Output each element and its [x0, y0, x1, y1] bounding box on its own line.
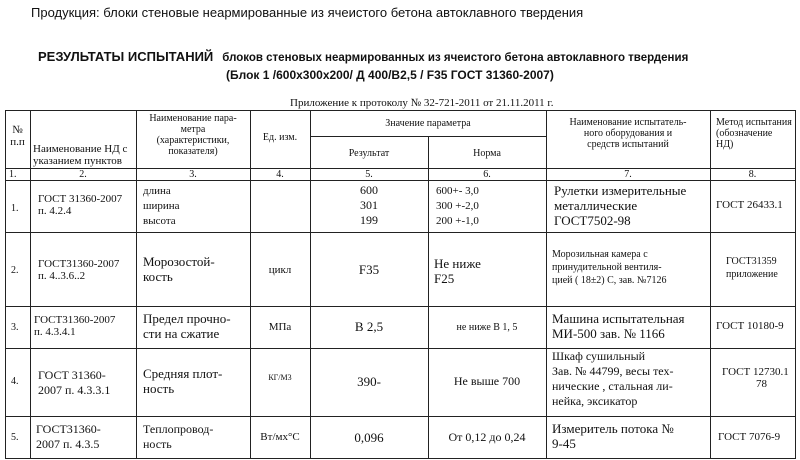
header-num-line2: п.п	[10, 136, 25, 148]
header-result: Результат	[348, 148, 390, 159]
report-title-line2: (Блок 1 /600х300х200/ Д 400/В2,5 / F35 ГОСТ 31360-2007)	[226, 68, 554, 82]
row3-equipment-line1: Машина испытательная	[552, 311, 685, 326]
row5-unit: Вт/мх°С	[260, 431, 300, 443]
row3-method: ГОСТ 10180-9	[716, 320, 784, 332]
row5-nd-line1: ГОСТ31360-	[36, 422, 101, 436]
row2-param	[143, 254, 215, 284]
row1-params	[143, 184, 180, 229]
header-param-line2: метра	[180, 124, 206, 135]
row1-norm-height: 200 +-1,0	[436, 215, 479, 227]
row2-param-line2: кость	[143, 269, 173, 284]
row3-nd	[34, 314, 115, 338]
row2-param-line1: Морозостой-	[143, 254, 215, 269]
header-param-line1: Наименование пара-	[149, 113, 237, 124]
col-number-4: 4.	[276, 169, 284, 180]
row3-equipment	[552, 311, 685, 341]
row1-equipment-line2: металлические	[554, 198, 638, 213]
row3-norm: не ниже В 1, 5	[456, 322, 518, 333]
row5-equipment-line2: 9-45	[552, 436, 576, 451]
header-equipment-line1: Наименование испытатель-	[569, 117, 687, 128]
row4-nd-line1: ГОСТ 31360-	[38, 368, 106, 382]
row2-norm	[434, 256, 481, 286]
col-number-6: 6.	[483, 169, 491, 180]
header-equipment	[546, 117, 710, 150]
row1-norm-length: 600+- 3,0	[436, 185, 479, 197]
row2-result: F35	[358, 262, 380, 277]
row4-nd	[38, 368, 110, 398]
product-line: Продукция: блоки стеновые неармированные из ячеистого бетона автоклавного твердения	[31, 5, 584, 20]
row5-method: ГОСТ 7076-9	[718, 431, 781, 443]
header-nd	[33, 143, 127, 167]
row4-equipment-line3: нические , стальная ли-	[552, 379, 673, 393]
header-method-line2: (обозначение	[716, 128, 773, 139]
row1-param-length: длина	[143, 185, 171, 197]
row1-results	[310, 183, 428, 228]
row4-norm: Не выше 700	[453, 374, 521, 388]
row1-num: 1.	[11, 203, 19, 214]
report-title-line1	[38, 50, 688, 65]
header-equipment-line2: ного оборудования и	[583, 128, 673, 139]
row5-result: 0,096	[354, 430, 384, 445]
col-number-7: 7.	[624, 169, 632, 180]
row1-equipment-line3: ГОСТ7502-98	[554, 213, 631, 228]
row4-equipment-line2: Зав. № 44799, весы тех-	[552, 364, 674, 378]
row4-param-line1: Средняя плот-	[143, 366, 223, 381]
row5-nd-line2: 2007 п. 4.3.5	[36, 437, 100, 451]
report-title-main: РЕЗУЛЬТАТЫ ИСПЫТАНИЙ	[38, 49, 214, 64]
row2-unit: цикл	[268, 264, 292, 276]
row3-result: В 2,5	[354, 319, 384, 334]
row4-method	[722, 366, 789, 390]
row1-equipment-line1: Рулетки измерительные	[554, 183, 687, 198]
row2-equipment-line2: принудительной вентиля-	[552, 262, 662, 273]
row4-result: 390-	[357, 374, 381, 389]
row1-param-width: ширина	[143, 200, 180, 212]
header-param-line3: (характеристики,	[156, 135, 230, 146]
row1-method: ГОСТ 26433.1	[716, 199, 783, 211]
row2-nd	[38, 258, 119, 282]
col-number-2: 2.	[79, 169, 87, 180]
row2-nd-line1: ГОСТ31360-2007	[38, 258, 120, 270]
row5-param	[143, 422, 213, 452]
row5-equipment-line1: Измеритель потока №	[552, 421, 674, 436]
header-param	[136, 113, 250, 157]
row3-num: 3.	[11, 322, 19, 333]
row1-nd-line1: ГОСТ 31360-2007	[38, 193, 123, 205]
header-value: Значение параметра	[385, 118, 471, 129]
row2-num: 2.	[11, 265, 19, 276]
row4-equipment-line4: нейка, эксикатор	[552, 394, 638, 408]
row4-param-line2: ность	[143, 381, 175, 396]
header-param-line4: показателя)	[168, 146, 218, 157]
row5-param-line2: ность	[143, 437, 172, 451]
row4-nd-line2: 2007 п. 4.3.3.1	[38, 383, 111, 397]
row4-unit: КГ/М3	[268, 373, 292, 382]
row5-param-line1: Теплопровод-	[143, 422, 214, 436]
row3-unit: МПа	[268, 321, 292, 333]
row1-result-length: 600	[360, 183, 378, 197]
header-nd-line2: указанием пунктов	[33, 155, 122, 167]
row2-equipment-line1: Морозильная камера с	[552, 249, 648, 260]
header-unit: Ед. изм.	[262, 132, 298, 143]
row4-num: 4.	[11, 376, 19, 387]
row4-method-line1: ГОСТ 12730.1	[722, 366, 789, 378]
row4-param	[143, 366, 222, 396]
row2-equipment	[552, 248, 666, 287]
header-norm: Норма	[473, 148, 501, 159]
row1-result-height: 199	[360, 213, 378, 227]
row2-equipment-line3: цией ( 18±2) С, зав. №7126	[552, 275, 667, 286]
row4-equipment-line1: Шкаф сушильный	[552, 349, 646, 363]
row2-method	[726, 255, 778, 281]
col-number-5: 5.	[365, 169, 373, 180]
row3-nd-line1: ГОСТ31360-2007	[34, 314, 116, 326]
header-method	[716, 117, 792, 150]
header-equipment-line3: средств испытаний	[587, 139, 669, 150]
row2-method-line2: приложение	[726, 269, 778, 280]
header-nd-line1: Наименование НД с	[33, 143, 128, 155]
row1-norm-width: 300 +-2,0	[436, 200, 479, 212]
row2-norm-line1: Не ниже	[434, 256, 481, 271]
row1-equipment	[554, 183, 686, 228]
row1-norms	[436, 184, 479, 229]
row1-param-height: высота	[143, 215, 176, 227]
row5-equipment	[552, 421, 674, 451]
header-method-line1: Метод испытания	[716, 117, 792, 128]
header-num	[5, 124, 30, 148]
row2-norm-line2: F25	[434, 271, 455, 286]
row5-num: 5.	[11, 432, 19, 443]
row1-nd	[38, 193, 122, 217]
row3-param	[143, 311, 231, 341]
col-number-8: 8.	[748, 169, 757, 180]
col-number-1: 1.	[9, 169, 17, 180]
row3-equipment-line2: МИ-500 зав. № 1166	[552, 326, 665, 341]
row5-norm: От 0,12 до 0,24	[448, 430, 526, 444]
row1-nd-line2: п. 4.2.4	[38, 205, 72, 217]
header-num-line1: №	[12, 124, 23, 136]
report-title-rest: блоков стеновых неармированных из ячеистого бетона автоклавного твердения	[222, 52, 689, 64]
row3-nd-line2: п. 4.3.4.1	[34, 326, 76, 338]
row4-method-line2: 78	[756, 378, 767, 390]
row4-equipment	[552, 349, 673, 409]
header-method-line3: НД)	[716, 139, 734, 150]
row5-nd	[36, 422, 101, 452]
row3-param-line1: Предел прочно-	[143, 311, 231, 326]
row1-result-width: 301	[360, 198, 378, 212]
row2-nd-line2: п. 4..3.6..2	[38, 270, 86, 282]
row2-method-line1: ГОСТ31359	[726, 256, 777, 267]
row3-param-line2: сти на сжатие	[143, 326, 220, 341]
col-number-3: 3.	[189, 169, 197, 180]
appendix-line: Приложение к протоколу № 32-721-2011 от 21.11.2011 г.	[290, 97, 554, 109]
